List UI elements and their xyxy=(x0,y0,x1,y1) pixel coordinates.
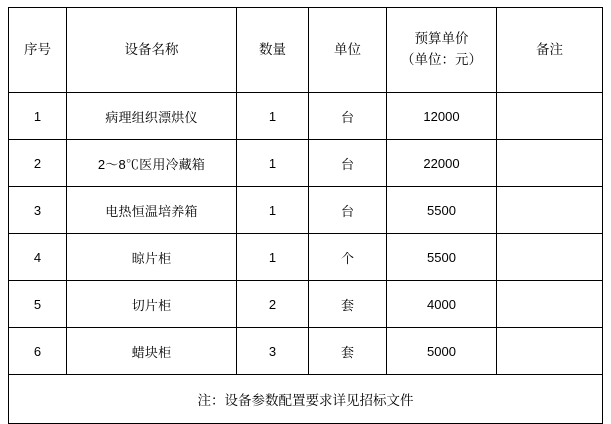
cell-qty: 1 xyxy=(237,93,309,140)
cell-name: 晾片柜 xyxy=(67,234,237,281)
cell-price: 5000 xyxy=(387,328,497,375)
cell-qty: 1 xyxy=(237,140,309,187)
cell-remark xyxy=(497,328,603,375)
cell-unit: 台 xyxy=(309,140,387,187)
cell-no: 3 xyxy=(9,187,67,234)
cell-qty: 1 xyxy=(237,234,309,281)
cell-name: 电热恒温培养箱 xyxy=(67,187,237,234)
table-footer-note-row xyxy=(9,375,603,424)
cell-name: 蜡块柜 xyxy=(67,328,237,375)
header-cell-price xyxy=(387,8,497,93)
cell-unit: 个 xyxy=(309,234,387,281)
cell-unit: 台 xyxy=(309,187,387,234)
cell-no: 5 xyxy=(9,281,67,328)
cell-price: 5500 xyxy=(387,187,497,234)
cell-no: 1 xyxy=(9,93,67,140)
cell-no: 2 xyxy=(9,140,67,187)
cell-no: 4 xyxy=(9,234,67,281)
cell-price: 4000 xyxy=(387,281,497,328)
cell-no: 6 xyxy=(9,328,67,375)
header-price-unit-label: （单位：元） xyxy=(401,52,482,67)
cell-name: 2～8℃医用冷藏箱 xyxy=(67,140,237,187)
cell-remark xyxy=(497,187,603,234)
table-row xyxy=(9,93,603,140)
cell-unit: 台 xyxy=(309,93,387,140)
table-row xyxy=(9,328,603,375)
cell-remark xyxy=(497,140,603,187)
table-header-row xyxy=(9,8,603,93)
cell-qty: 3 xyxy=(237,328,309,375)
header-cell-unit: 单位 xyxy=(309,8,387,93)
cell-remark xyxy=(497,234,603,281)
cell-price: 5500 xyxy=(387,234,497,281)
cell-remark xyxy=(497,93,603,140)
table-row xyxy=(9,281,603,328)
cell-price: 12000 xyxy=(387,93,497,140)
cell-unit: 套 xyxy=(309,328,387,375)
cell-qty: 2 xyxy=(237,281,309,328)
header-cell-no: 序号 xyxy=(9,8,67,93)
cell-unit: 套 xyxy=(309,281,387,328)
cell-qty: 1 xyxy=(237,187,309,234)
header-cell-qty: 数量 xyxy=(237,8,309,93)
cell-price: 22000 xyxy=(387,140,497,187)
header-cell-remark: 备注 xyxy=(497,8,603,93)
table-row xyxy=(9,187,603,234)
cell-remark xyxy=(497,281,603,328)
header-price-label: 预算单价 xyxy=(414,31,469,47)
table-row xyxy=(9,234,603,281)
cell-name: 病理组织漂烘仪 xyxy=(67,93,237,140)
cell-name: 切片柜 xyxy=(67,281,237,328)
table-row xyxy=(9,140,603,187)
header-cell-name: 设备名称 xyxy=(67,8,237,93)
footer-note: 注：设备参数配置要求详见招标文件 xyxy=(9,375,603,424)
equipment-budget-table xyxy=(8,7,603,424)
